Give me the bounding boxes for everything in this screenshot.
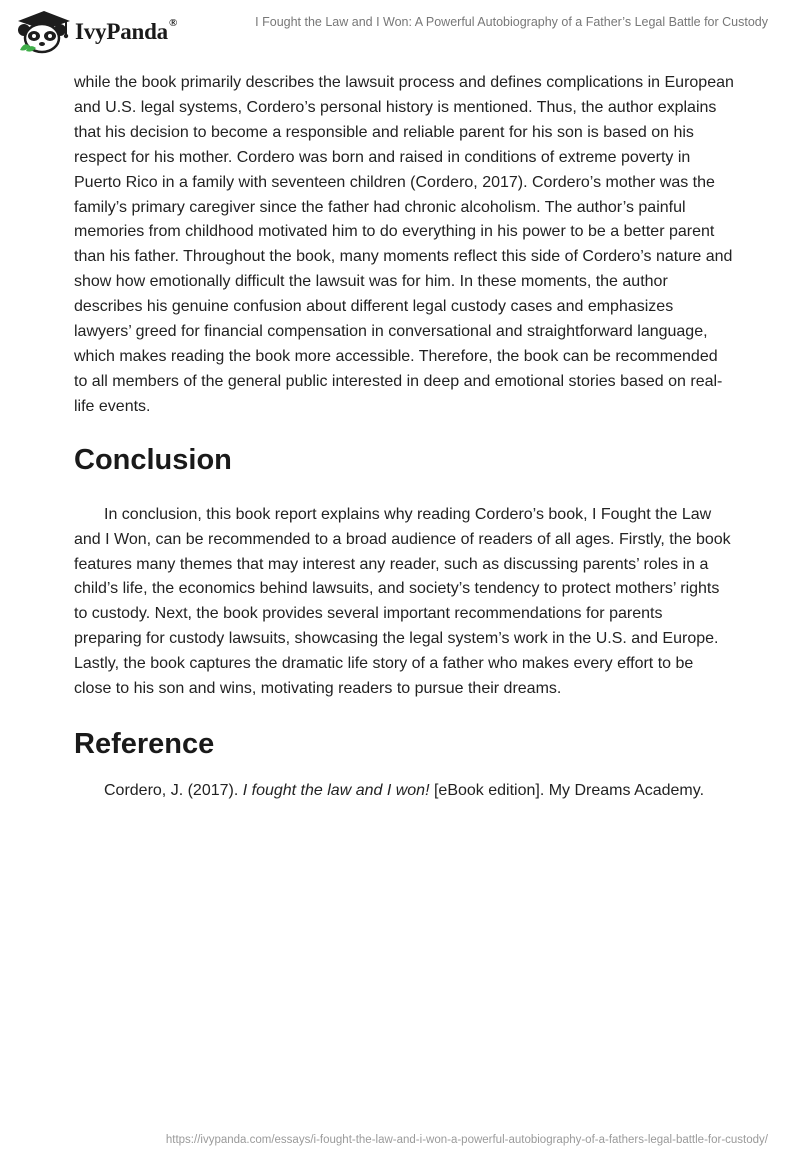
logo-wordmark: IvyPanda® bbox=[75, 17, 178, 44]
reference-publisher: [eBook edition]. My Dreams Academy. bbox=[429, 781, 705, 799]
document-title: I Fought the Law and I Won: A Powerful Autobiography of a Father’s Legal Battle for Custody bbox=[255, 15, 768, 29]
panda-graduate-icon bbox=[14, 8, 72, 54]
reference-heading: Reference bbox=[74, 727, 215, 760]
conclusion-heading: Conclusion bbox=[74, 443, 232, 476]
ivypanda-logo[interactable] bbox=[14, 8, 177, 54]
body-paragraph: while the book primarily describes the lawsuit process and defines complications in European and U.S. legal systems, Cordero’s personal history is mentioned. Thus, the author explains that his decision to become a responsible and reliable parent for his son is based on his respect for his mother. Cordero was born and raised in conditions of extreme poverty in Puerto Rico in a family with seventeen children (Cordero, 2017). Cordero’s mother was the family’s primary caregiver since the father had chronic alcoholism. The author’s painful memories from childhood motivated him to do everything in his power to be a better parent than his father. Throughout the book, many moments reflect this side of Cordero’s nature and show how emotionally difficult the lawsuit was for him. In these moments, the author describes his genuine confusion about different legal custody cases and emphasizes lawyers’ greed for financial compensation in conversational and straightforward language, which makes reading the book more accessible. Therefore, the book can be recommended to all members of the general public interested in deep and emotional stories based on real-life events. bbox=[74, 74, 734, 415]
essay-content bbox=[74, 71, 734, 804]
conclusion-paragraph: In conclusion, this book report explains why reading Cordero’s book, I Fought the Law and I Won, can be recommended to a broad audience of readers of all ages. Firstly, the book features many themes that may interest any reader, such as discussing parents’ roles in a child’s life, the economics behind lawsuits, and society’s tendency to protect mothers’ rights to custody. Next, the book provides several important recommendations for parents preparing for custody lawsuits, showcasing the legal system’s work in the U.S. and Europe. Lastly, the book captures the dramatic life story of a father who makes every effort to be close to his son and wins, motivating readers to pursue their dreams. bbox=[74, 505, 731, 698]
source-url[interactable]: https://ivypanda.com/essays/i-fought-the-law-and-i-won-a-powerful-autobiography-of-a-fathers-legal-battle-for-custody/ bbox=[165, 1134, 768, 1146]
registered-mark: ® bbox=[168, 17, 178, 29]
reference-entry bbox=[74, 779, 734, 804]
reference-book-title: I fought the law and I won! bbox=[242, 781, 430, 799]
reference-author-year: Cordero, J. (2017). bbox=[104, 781, 243, 799]
